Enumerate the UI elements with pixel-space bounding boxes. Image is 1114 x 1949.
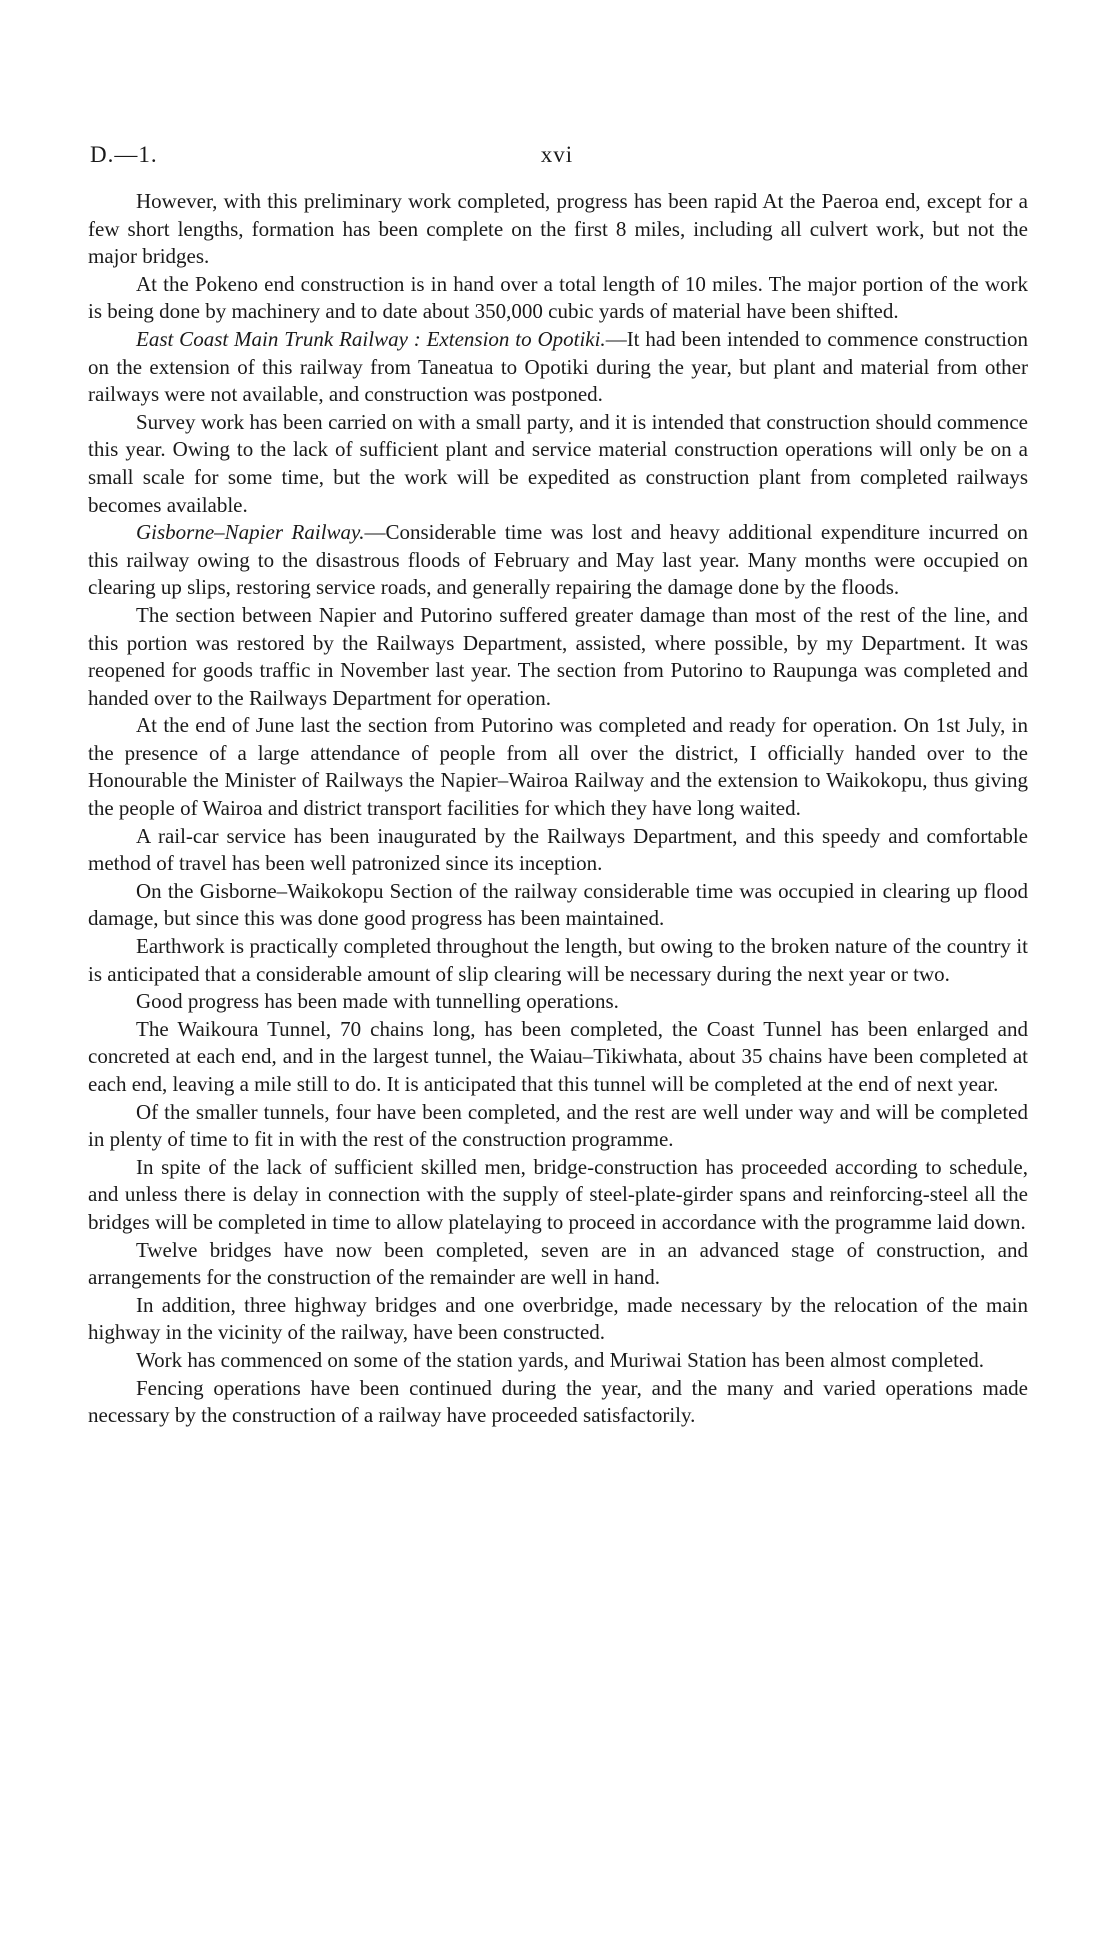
document-reference: D.—1. — [90, 142, 158, 167]
paragraph: Twelve bridges have now been completed, seven are in an advanced stage of construction, and arrangements for the construction of the remainder are well in hand. — [88, 1237, 1028, 1290]
section-heading: East Coast Main Trunk Railway : Extension to Opotiki. — [136, 326, 606, 351]
paragraph: At the end of June last the section from Putorino was completed and ready for operation. On 1st July, in the presence of a large attendance of people from all over the district, I officially handed over to the Honourable the Minister of Railways the Napier–Wairoa Railway and the extension to Waikokopu, thus giving the people of Wairoa and district transport facilities for which they have long waited. — [88, 713, 1028, 821]
paragraph: Good progress has been made with tunnelling operations. — [136, 989, 619, 1014]
paragraph: Survey work has been carried on with a small party, and it is intended that construction should commence this year. Owing to the lack of sufficient plant and service material construction operations will only be on a small scale for some time, but the work will be expedited as construction plant from completed railways becomes available. — [88, 409, 1028, 517]
paragraph: At the Pokeno end construction is in hand over a total length of 10 miles. The major portion of the work is being done by machinery and to date about 350,000 cubic yards of material have been shifted. — [88, 271, 1028, 324]
paragraph: In spite of the lack of sufficient skilled men, bridge-construction has proceeded according to schedule, and unless there is delay in connection with the supply of steel-plate-girder spans and reinforcing-steel all the bridges will be completed in time to allow platelaying to proceed in accordance with the programme laid down. — [88, 1154, 1028, 1234]
paragraph: On the Gisborne–Waikokopu Section of the railway considerable time was occupied in clearing up flood damage, but since this was done good progress has been maintained. — [88, 878, 1028, 931]
paragraph: East Coast Main Trunk Railway : Extension to Opotiki.—It had been intended to commence construction on the extension of this railway from Taneatua to Opotiki during the year, but plant and material from other railways were not available, and construction was postponed. — [88, 326, 1028, 407]
paragraph: The section between Napier and Putorino suffered greater damage than most of the rest of the line, and this portion was restored by the Railways Department, assisted, where possible, by my Department. It was reopened for goods traffic in November last year. The section from Putorino to Raupunga was completed and handed over to the Railways Department for operation. — [88, 602, 1028, 710]
page-number: xvi — [540, 142, 574, 167]
paragraph: A rail-car service has been inaugurated by the Railways Department, and this speedy and comfortable method of travel has been well patronized since its inception. — [88, 823, 1028, 876]
paragraph: Gisborne–Napier Railway.—Considerable time was lost and heavy additional expenditure incurred on this railway owing to the disastrous floods of February and May last year. Many months were occupied on clearing up slips, restoring service roads, and generally repairing the damage done by the floods. — [88, 520, 1028, 600]
paragraph: Of the smaller tunnels, four have been completed, and the rest are well under way and will be completed in plenty of time to fit in with the rest of the construction programme. — [88, 1099, 1028, 1152]
paragraph: The Waikoura Tunnel, 70 chains long, has been completed, the Coast Tunnel has been enlarged and concreted at each end, and in the largest tunnel, the Waiau–Tikiwhata, about 35 chains have been completed at each end, leaving a mile still to do. It is anticipated that this tunnel will be completed at the end of next year. — [88, 1016, 1028, 1096]
paragraph: Earthwork is practically completed throughout the length, but owing to the broken nature of the country it is anticipated that a considerable amount of slip clearing will be necessary during the next year or two. — [88, 934, 1028, 986]
paragraph: Work has commenced on some of the station yards, and Muriwai Station has been almost completed. — [136, 1347, 985, 1372]
paragraph: In addition, three highway bridges and one overbridge, made necessary by the relocation of the main highway in the vicinity of the railway, have been constructed. — [88, 1292, 1028, 1345]
paragraph: Fencing operations have been continued during the year, and the many and varied operations made necessary by the construction of a railway have proceeded satisfactorily. — [88, 1375, 1028, 1428]
body-text — [88, 188, 1028, 1430]
paragraph: However, with this preliminary work completed, progress has been rapid At the Paeroa end, except for a few short lengths, formation has been complete on the first 8 miles, including all culvert work, but not the major bridges. — [88, 189, 1028, 269]
section-heading: Gisborne–Napier Railway. — [136, 520, 365, 545]
page-header — [90, 142, 1024, 172]
